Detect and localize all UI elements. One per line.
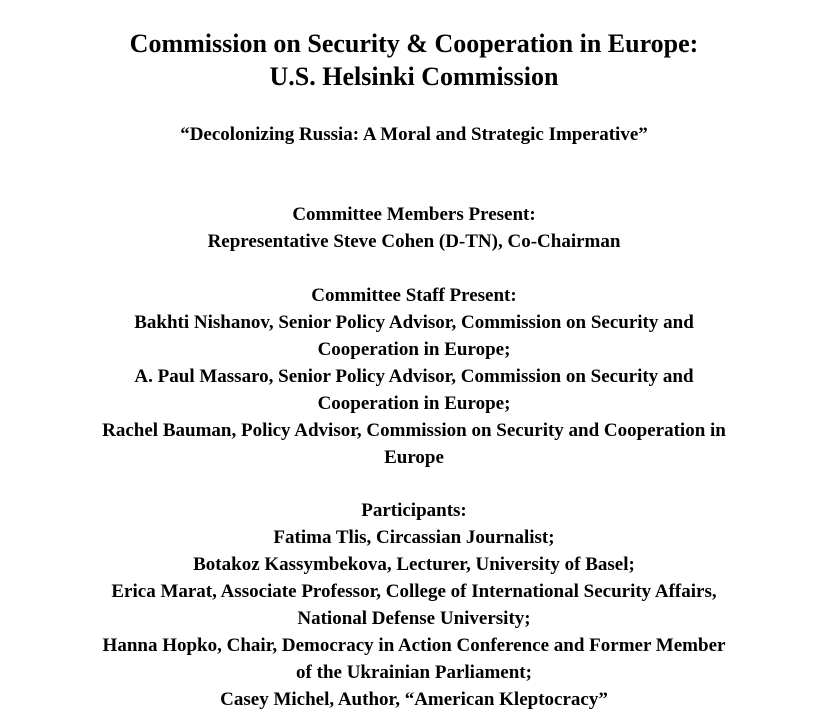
participant-line: Fatima Tlis, Circassian Journalist; xyxy=(273,527,555,548)
staff-heading: Committee Staff Present: xyxy=(311,285,517,306)
commission-header xyxy=(0,27,828,93)
staff-section xyxy=(0,282,828,471)
participant-line: Botakoz Kassymbekova, Lecturer, University of Basel; xyxy=(193,554,635,575)
staff-line: Cooperation in Europe; xyxy=(317,393,511,414)
participant-line: National Defense University; xyxy=(297,608,531,629)
commission-name: Commission on Security & Cooperation in Europe: xyxy=(129,29,699,58)
members-heading: Committee Members Present: xyxy=(292,204,536,225)
participant-line: Erica Marat, Associate Professor, College of International Security Affairs, xyxy=(111,581,717,602)
participants-section xyxy=(0,497,828,713)
hearing-title-text: “Decolonizing Russia: A Moral and Strategic Imperative” xyxy=(180,124,648,145)
commission-subname: U.S. Helsinki Commission xyxy=(269,62,559,91)
staff-line: A. Paul Massaro, Senior Policy Advisor, Commission on Security and xyxy=(134,366,694,387)
member-line: Representative Steve Cohen (D-TN), Co-Chairman xyxy=(207,231,621,252)
hearing-title xyxy=(0,122,828,148)
participants-heading: Participants: xyxy=(361,500,467,521)
members-section xyxy=(0,201,828,255)
participant-line: Casey Michel, Author, “American Kleptocracy” xyxy=(220,689,608,710)
participant-line: of the Ukrainian Parliament; xyxy=(296,662,532,683)
staff-line: Bakhti Nishanov, Senior Policy Advisor, Commission on Security and xyxy=(134,312,694,333)
staff-line: Europe xyxy=(384,447,444,468)
staff-line: Cooperation in Europe; xyxy=(317,339,511,360)
staff-line: Rachel Bauman, Policy Advisor, Commission on Security and Cooperation in xyxy=(102,420,726,441)
participant-line: Hanna Hopko, Chair, Democracy in Action Conference and Former Member xyxy=(102,635,726,656)
